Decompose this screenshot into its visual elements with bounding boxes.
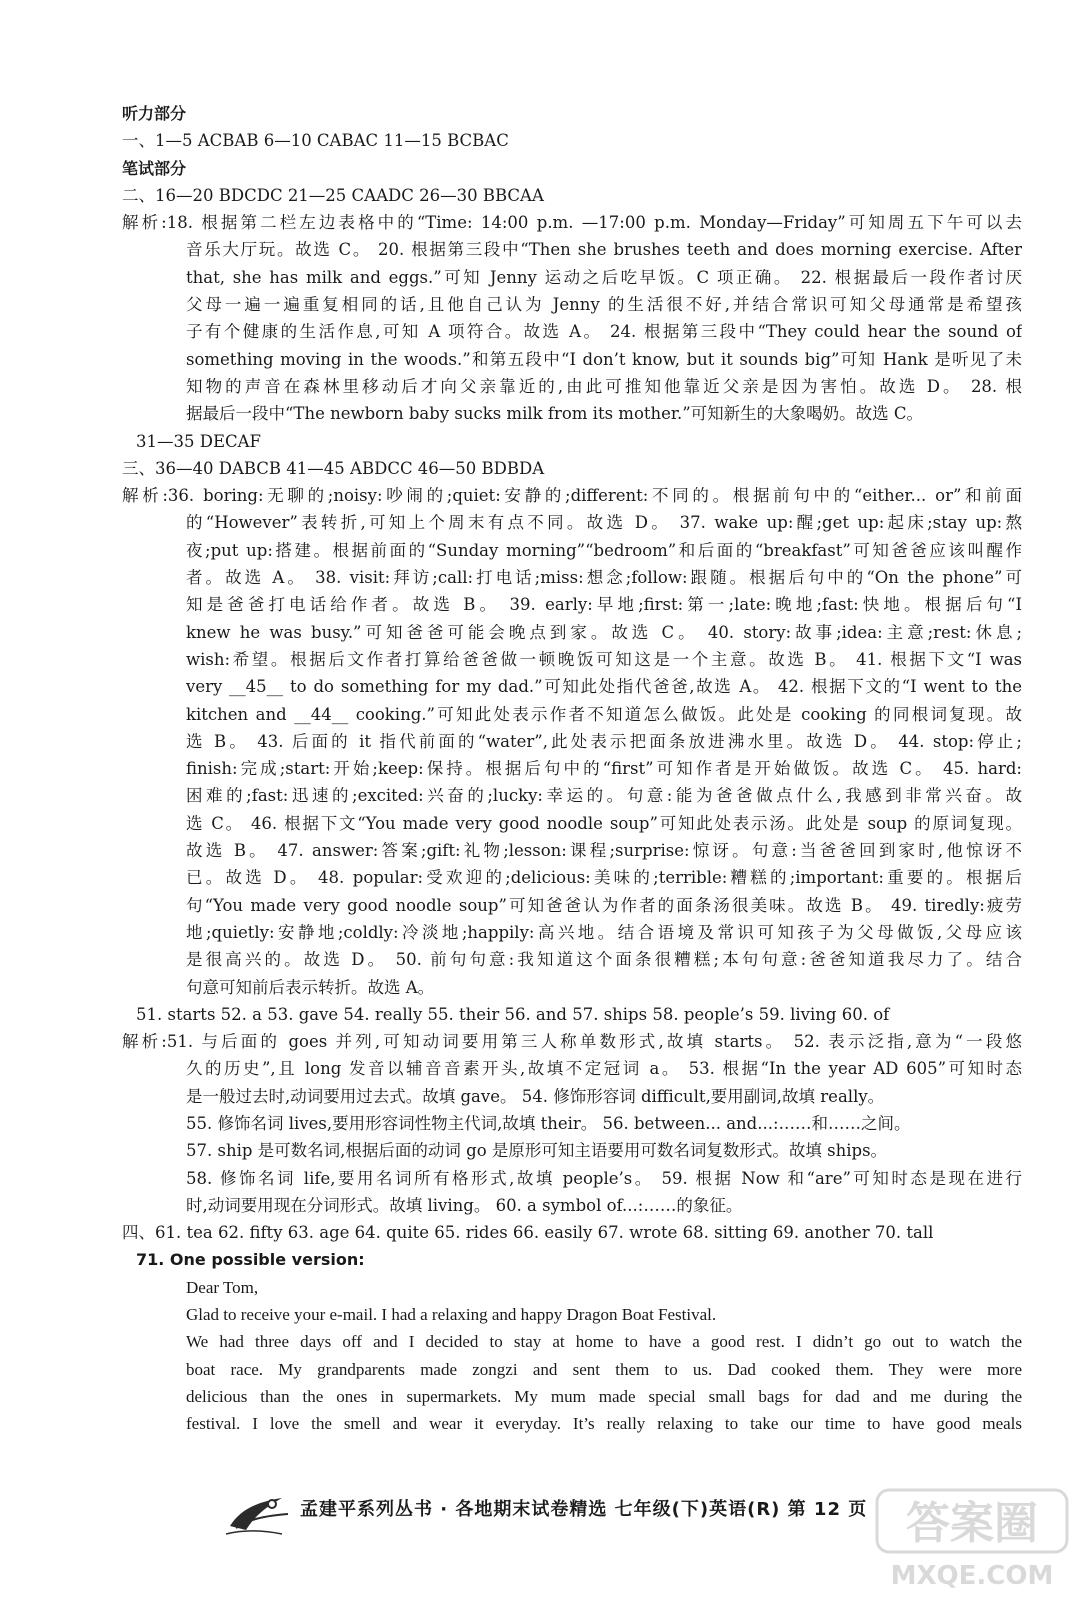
section-heading-listening: 听力部分 <box>122 104 187 123</box>
explanation-line: something moving in the woods.”和第五段中“I don’t know, but it sounds big”可知 Hank 是听见了未 <box>186 349 1022 369</box>
watermark-text-url: MXQE.COM <box>890 1561 1054 1591</box>
explanation-line: 55. 修饰名词 lives,要用形容词性物主代词,故填 their。 56. between... and...:……和……之间。 <box>186 1113 911 1133</box>
explanation-line: 子有个健康的生活作息,可知 A 项符合。故选 A。 24. 根据第三段中“They could hear the sound of <box>186 322 1022 342</box>
answer-line: 51. starts 52. a 53. gave 54. really 55. their 56. and 57. ships 58. people’s 59. living 60. of <box>136 1004 890 1024</box>
letter-line: Glad to receive your e-mail. I had a relaxing and happy Dragon Boat Festival. <box>186 1305 717 1325</box>
explanation-line: 的“However”表转折,可知上个周末有点不同。故选 D。 37. wake up:醒;get up:起床;stay up:熬 <box>186 513 1022 533</box>
answer-line: 二、16—20 BDCDC 21—25 CAADC 26—30 BBCAA <box>122 185 544 205</box>
answer-key-content <box>122 100 1022 1438</box>
explanation-line: 音乐大厅玩。故选 C。 20. 根据第三段中“Then she brushes teeth and does morning exercise. After <box>186 240 1022 260</box>
explanation-line: 句意可知前后表示转折。故选 A。 <box>186 977 435 997</box>
watermark-text-main: 答案圈 <box>906 1498 1038 1549</box>
letter-line: festival. I love the smell and wear it everyday. It’s really relaxing to take our time to have good meals <box>186 1414 1022 1434</box>
letter-line: delicious than the ones in supermarkets. My mum made special small bags for dad and me during the <box>186 1386 1022 1406</box>
answer-line: 四、61. tea 62. fifty 63. age 64. quite 65. rides 66. easily 67. wrote 68. sitting 69. another 70. tall <box>122 1223 934 1243</box>
explanation-line: 选 B。 43. 后面的 it 指代前面的“water”,此处表示把面条放进沸水里。故选 D。 44. stop:停止; <box>186 731 1022 751</box>
explanation-line: that, she has milk and eggs.”可知 Jenny 运动之后吃早饭。C 项正确。 22. 根据最后一段作者讨厌 <box>186 267 1022 287</box>
page-footer: 孟建平系列丛书 · 各地期末试卷精选 七年级(下)英语(R) 第 12 页 <box>300 1499 868 1520</box>
explanation-line: knew he was busy.”可知爸爸可能会晚点到家。故选 C。 40. story:故事;idea:主意;rest:休息; <box>186 622 1022 642</box>
explanation-line: 58. 修饰名词 life,要用名词所有格形式,故填 people’s。 59. 根据 Now 和“are”可知时态是现在进行 <box>186 1168 1022 1188</box>
letter-salutation: Dear Tom, <box>186 1277 259 1297</box>
answer-line: 三、36—40 DABCB 41—45 ABDCC 46—50 BDBDA <box>122 458 545 478</box>
explanation-line: 夜;put up:搭建。根据前面的“Sunday morning”“bedroom”和后面的“breakfast”可知爸爸应该叫醒作 <box>186 540 1022 560</box>
explanation-line: 父母一遍一遍重复相同的话,且他自己认为 Jenny 的生活很不好,并结合常识可知父母通常是希望孩 <box>186 295 1022 315</box>
explanation-line: 解析:18. 根据第二栏左边表格中的“Time: 14:00 p.m. —17:00 p.m. Monday—Friday”可知周五下午可以去 <box>122 213 1022 233</box>
explanation-line: 是一般过去时,动词要用过去式。故填 gave。 54. 修饰形容词 difficult,要用副词,故填 really。 <box>186 1086 885 1106</box>
explanation-line: kitchen and __44__ cooking.”可知此处表示作者不知道怎么做饭。此处是 cooking 的同根词复现。故 <box>186 704 1022 724</box>
explanation-line: 选 C。 46. 根据下文“You made very good noodle soup”可知此处表示汤。此处是 soup 的原词复现。 <box>186 813 1022 833</box>
explanation-line: 久的历史”,且 long 发音以辅音音素开头,故填不定冠词 a。 53. 根据“In the year AD 605”可知时态 <box>186 1059 1022 1079</box>
explanation-line: 者。故选 A。 38. visit:拜访;call:打电话;miss:想念;follow:跟随。根据后句中的“On the phone”可 <box>186 568 1022 588</box>
answer-line: 31—35 DECAF <box>136 431 261 451</box>
explanation-line: 句“You made very good noodle soup”可知爸爸认为作者的面条汤很美味。故选 B。 49. tiredly:疲劳 <box>186 895 1022 915</box>
explanation-line: 时,动词要用现在分词形式。故填 living。 60. a symbol of...:……的象征。 <box>186 1195 743 1215</box>
explanation-line: 据最后一段中“The newborn baby sucks milk from its mother.”可知新生的大象喝奶。故选 C。 <box>186 404 924 424</box>
explanation-line: 地;quietly:安静地;coldly:冷淡地;happily:高兴地。结合语境及常识可知孩子为父母做饭,父母应该 <box>186 922 1022 942</box>
answer-line: 一、1—5 ACBAB 6—10 CABAC 11—15 BCBAC <box>122 131 509 151</box>
model-essay-heading: 71. One possible version: <box>136 1250 365 1270</box>
explanation-line: 已。故选 D。 48. popular:受欢迎的;delicious:美味的;terrible:糟糕的;important:重要的。根据后 <box>186 868 1022 888</box>
letter-line: boat race. My grandparents made zongzi and sent them to us. Dad cooked them. They were more <box>186 1359 1022 1379</box>
explanation-line: 57. ship 是可数名词,根据后面的动词 go 是原形可知主语要用可数名词复数形式。故填 ships。 <box>186 1141 888 1161</box>
explanation-line: 故选 B。 47. answer:答案;gift:礼物;lesson:课程;surprise:惊讶。句意:当爸爸回到家时,他惊讶不 <box>186 841 1022 861</box>
section-heading-written: 笔试部分 <box>122 158 187 178</box>
explanation-line: very __45__ to do something for my dad.”可知此处指代爸爸,故选 A。 42. 根据下文的“I went to the <box>186 677 1022 697</box>
explanation-line: 困难的;fast:迅速的;excited:兴奋的;lucky:幸运的。句意:能为爸爸做点什么,我感到非常兴奋。故 <box>186 786 1022 806</box>
explanation-line: 是很高兴的。故选 D。 50. 前句句意:我知道这个面条很糟糕;本句句意:爸爸知道我尽力了。结合 <box>186 950 1022 970</box>
explanation-line: 知物的声音在森林里移动后才向父亲靠近的,由此可推知他靠近父亲是因为害怕。故选 D。 28. 根 <box>186 376 1022 396</box>
explanation-line: 知是爸爸打电话给作者。故选 B。 39. early:早地;first:第一;late:晚地;fast:快地。根据后句“I <box>186 595 1022 615</box>
series-logo-icon <box>222 1480 294 1540</box>
explanation-line: 解析:51. 与后面的 goes 并列,可知动词要用第三人称单数形式,故填 starts。 52. 表示泛指,意为“一段悠 <box>122 1032 1022 1052</box>
letter-line: We had three days off and I decided to stay at home to have a good rest. I didn’t go out to watch the <box>186 1332 1022 1352</box>
watermark-logo <box>873 1484 1073 1594</box>
explanation-line: finish:完成;start:开始;keep:保持。根据后句中的“first”可知作者是开始做饭。故选 C。 45. hard: <box>186 759 1022 779</box>
explanation-line: wish:希望。根据后文作者打算给爸爸做一顿晚饭可知这是一个主意。故选 B。 41. 根据下文“I was <box>186 649 1022 669</box>
explanation-line: 解析:36. boring:无聊的;noisy:吵闹的;quiet:安静的;different:不同的。根据前句中的“either... or”和前面 <box>122 486 1022 506</box>
